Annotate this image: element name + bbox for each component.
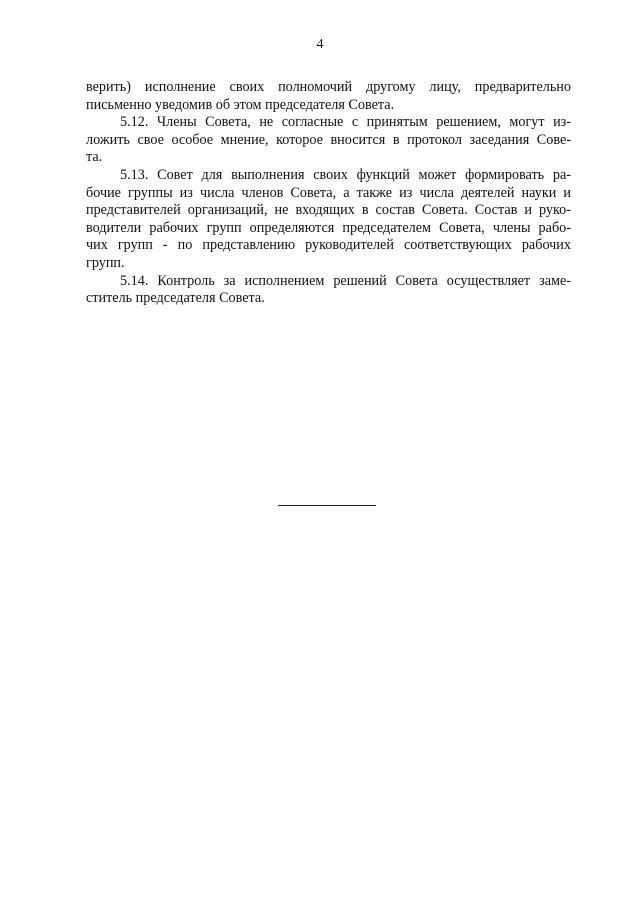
paragraph-5-14 (86, 273, 571, 308)
text-line: 5.12. Члены Совета, не согласные с принятым решением, могут из- (120, 114, 571, 131)
text-line: представителей организаций, не входящих в состав Совета. Состав и руко- (86, 202, 571, 219)
text-line: групп. (86, 254, 125, 271)
document-body (86, 79, 571, 308)
text-line: чих групп - по представлению руководителей соответствующих рабочих (86, 237, 571, 254)
paragraph-5-13 (86, 167, 571, 273)
text-line: верить) исполнение своих полномочий другому лицу, предварительно (86, 79, 571, 95)
page-number: 4 (316, 37, 324, 52)
text-line: та. (86, 149, 103, 166)
text-line: водители рабочих групп определяются председателем Совета, члены рабо- (86, 219, 571, 236)
paragraph-continuation (86, 79, 571, 114)
text-line: письменно уведомив об этом председателя Совета. (86, 96, 395, 113)
text-line: бочие группы из числа членов Совета, а также из числа деятелей науки и (86, 184, 571, 201)
text-line: ложить свое особое мнение, которое вносится в протокол заседания Сове- (86, 131, 571, 148)
paragraph-5-12 (86, 114, 571, 167)
end-divider-line (278, 505, 376, 506)
text-line: 5.13. Совет для выполнения своих функций может формировать ра- (120, 166, 571, 183)
text-line: ститель председателя Совета. (86, 290, 265, 307)
text-line: 5.14. Контроль за исполнением решений Совета осуществляет заме- (120, 272, 571, 289)
